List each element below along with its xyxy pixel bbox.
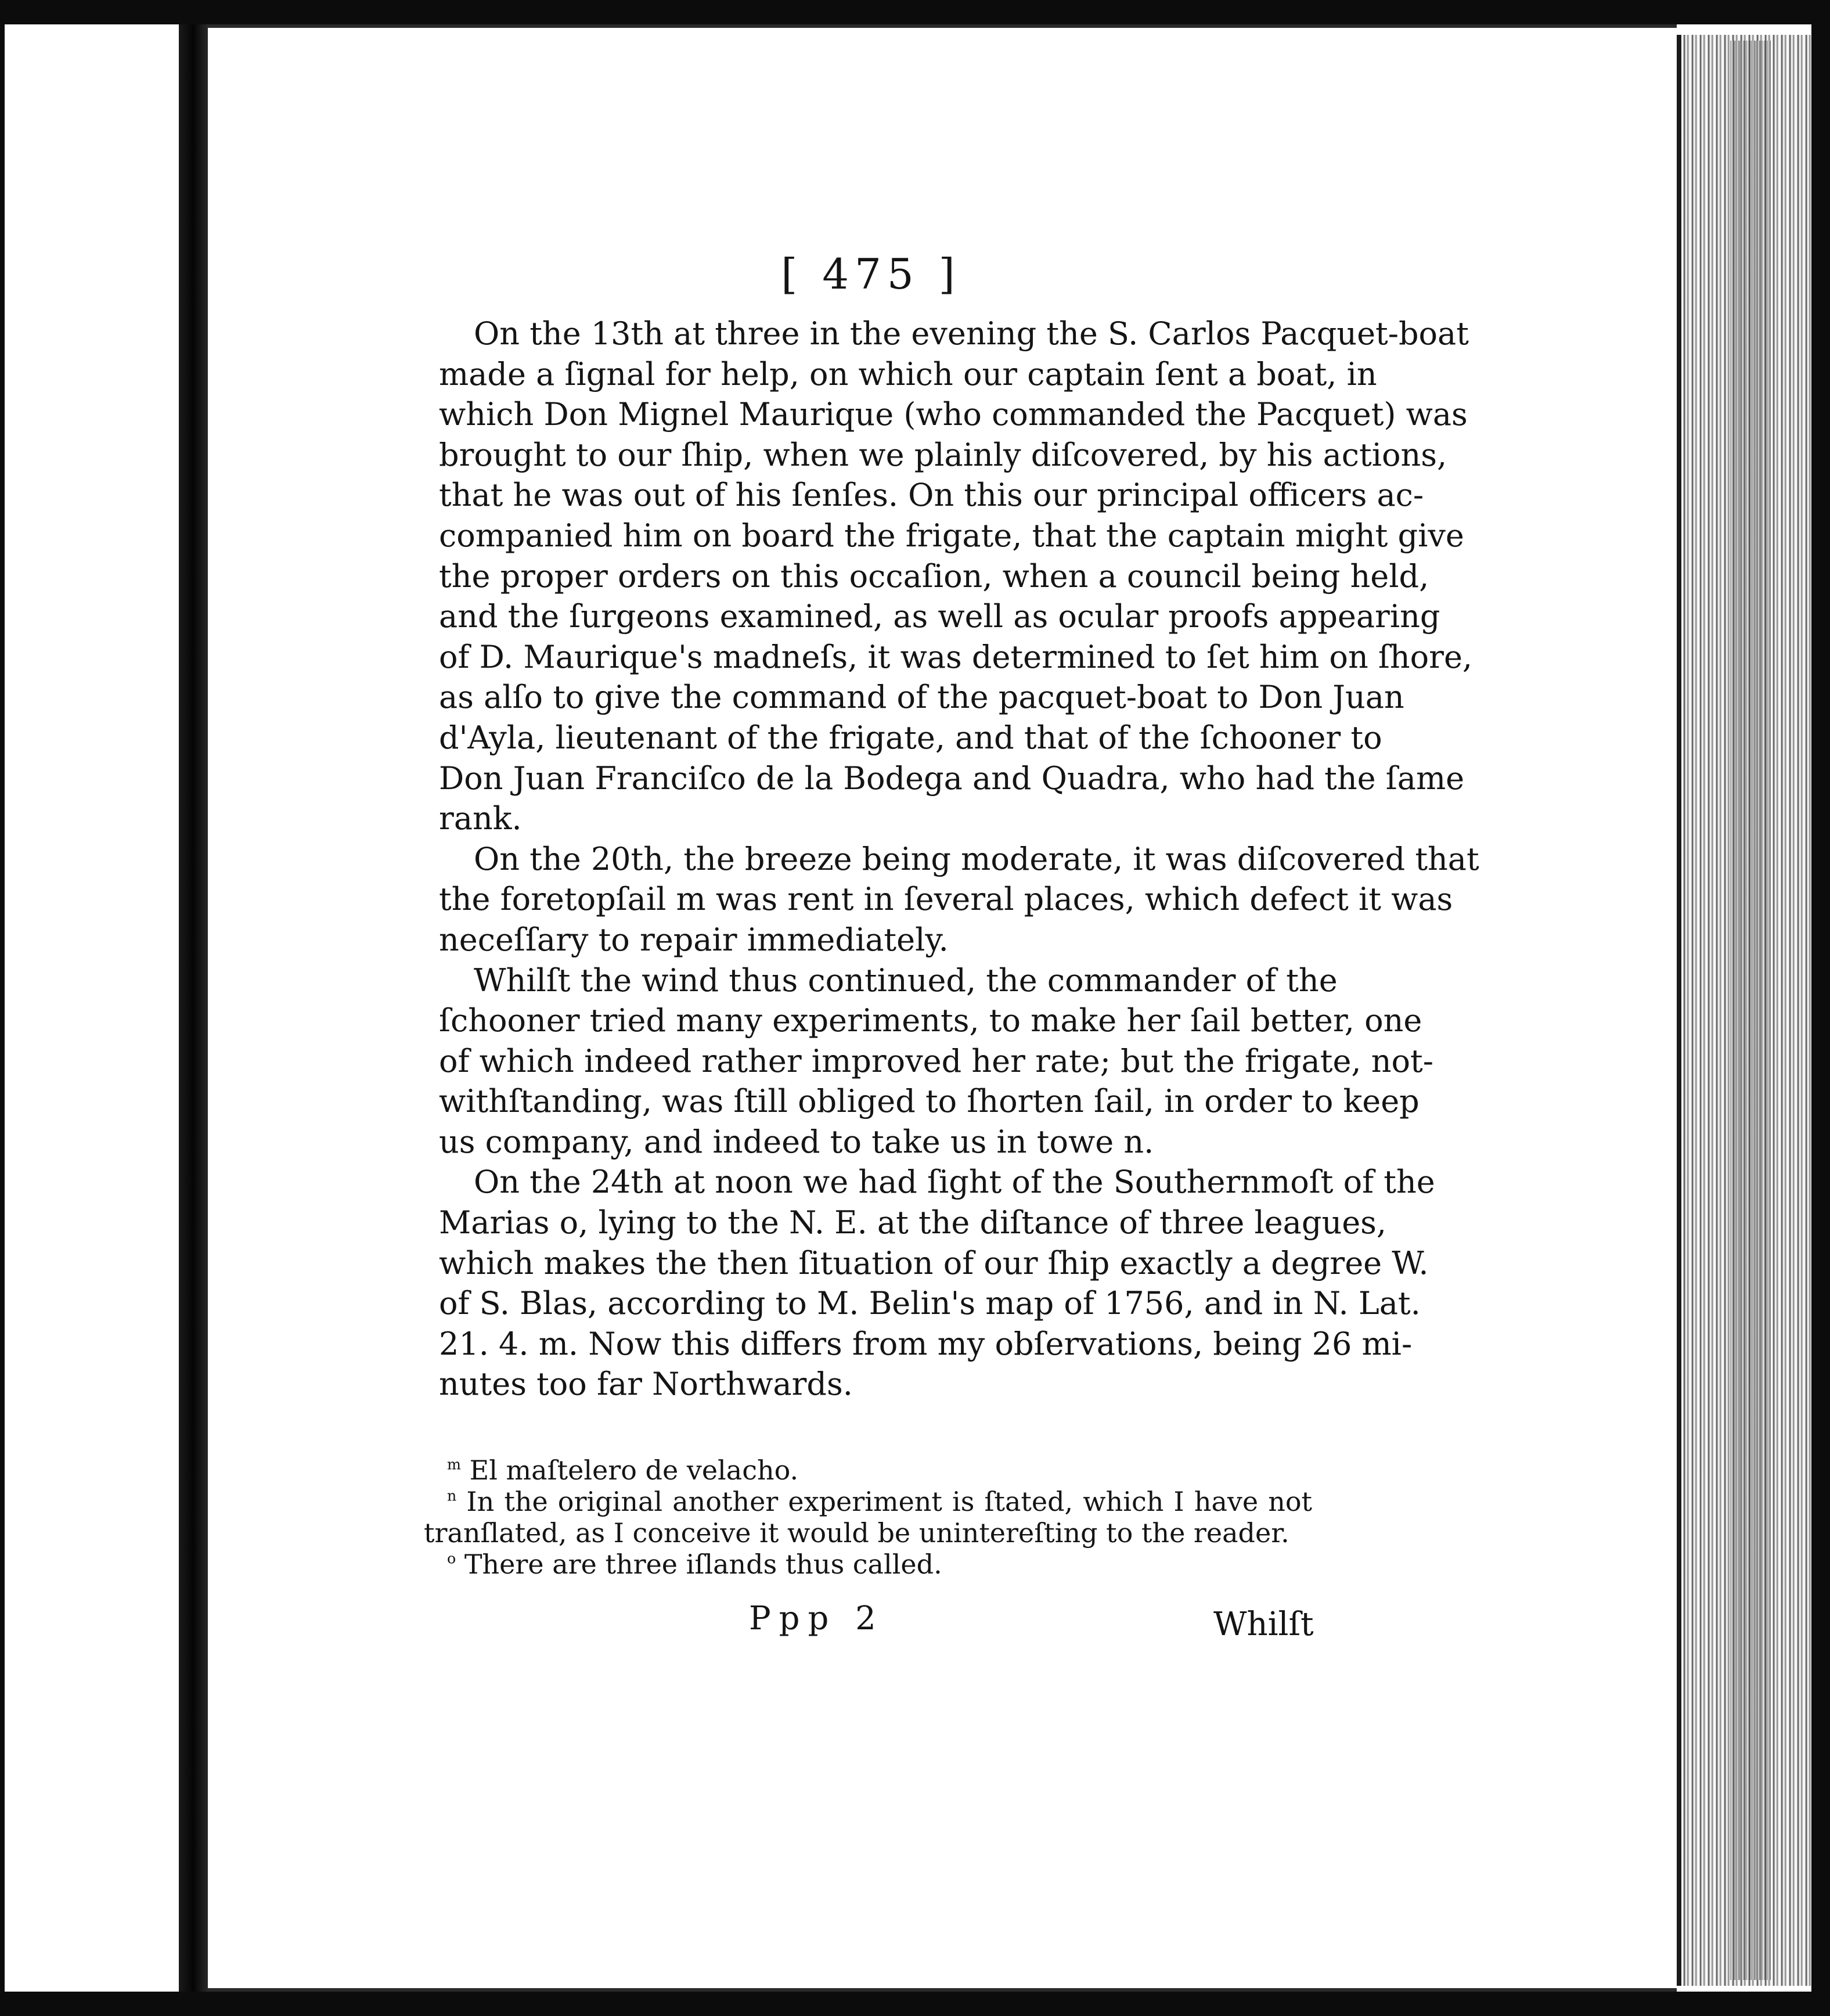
- book-gutter: [179, 24, 208, 1992]
- footnote-marker: o: [447, 1550, 456, 1567]
- page-number: [ 475 ]: [781, 250, 961, 298]
- text-line: d'Ayla, lieutenant of the frigate, and that of the ſchooner to: [439, 719, 1382, 756]
- text-line: that he was out of his ſenſes. On this our principal officers ac-: [439, 477, 1424, 514]
- footnote-line: [424, 1517, 1312, 1549]
- text-line: On the 13th at three in the evening the S. Carlos Pacquet-boat: [474, 315, 1469, 352]
- paragraph: [439, 839, 1479, 960]
- text-line: as alſo to give the command of the pacquet-boat to Don Juan: [439, 679, 1404, 716]
- text-line: companied him on board the frigate, that the captain might give: [439, 517, 1464, 554]
- text-line: the proper orders on this occaſion, when a council being held,: [439, 557, 1429, 595]
- text-line: On the 24th at noon we had ſight of the Southernmoſt of the: [474, 1164, 1435, 1201]
- facing-page-blank: [5, 24, 179, 1992]
- footnote-line: [424, 1549, 1312, 1580]
- text-line: Whilſt the wind thus continued, the commander of the: [474, 962, 1338, 999]
- text-line: the foretopſail m was rent in ſeveral places, which defect it was: [439, 881, 1453, 918]
- scan-border-bottom: [0, 1992, 1830, 2016]
- footnote-marker: m: [447, 1456, 461, 1473]
- footnote: [424, 1549, 1312, 1580]
- text-line: brought to our ſhip, when we plainly diſcovered, by his actions,: [439, 436, 1447, 473]
- footnotes: [424, 1455, 1312, 1580]
- text-line: neceſſary to repair immediately.: [439, 921, 949, 958]
- text-line: rank.: [439, 800, 522, 837]
- footnote-text: In the original another experiment is ſtated, which I have not: [466, 1486, 1313, 1517]
- text-line: nutes too far Northwards.: [439, 1366, 853, 1403]
- text-line: Don Juan Franciſco de la Bodega and Quadra, who had the ſame: [439, 759, 1465, 797]
- text-line: made a ſignal for help, on which our captain ſent a boat, in: [439, 355, 1377, 393]
- footnote: [424, 1455, 1312, 1486]
- footnote-text: El maſtelero de velacho.: [469, 1455, 799, 1486]
- scan-border-top: [0, 0, 1830, 24]
- paragraph: [439, 314, 1473, 839]
- text-line: and the ſurgeons examined, as well as ocular proofs appearing: [439, 598, 1440, 635]
- text-line: of D. Maurique's madneſs, it was determined to ſet him on ſhore,: [439, 638, 1473, 675]
- text-line: withſtanding, was ſtill obliged to ſhorten ſail, in order to keep: [439, 1083, 1420, 1120]
- footnote-text: tranſlated, as I conceive it would be unintereſting to the reader.: [424, 1517, 1289, 1549]
- footnote-line: [424, 1455, 1312, 1486]
- paragraph: [439, 960, 1433, 1162]
- signature-mark: Ppp 2: [749, 1600, 884, 1637]
- text-line: 21. 4. m. Now this differs from my obſervations, being 26 mi-: [439, 1325, 1413, 1362]
- text-line: us company, and indeed to take us in towe n.: [439, 1123, 1154, 1160]
- text-line: of which indeed rather improved her rate; but the frigate, not-: [439, 1042, 1433, 1079]
- page-edges-shading: [1730, 41, 1771, 1980]
- footnote-text: There are three iſlands thus called.: [464, 1549, 942, 1580]
- text-line: which makes the then ſituation of our ſhip exactly a degree W.: [439, 1244, 1429, 1281]
- footnote-marker: n: [447, 1487, 457, 1504]
- text-line: ſchooner tried many experiments, to make her ſail better, one: [439, 1002, 1422, 1039]
- paragraph: [439, 1162, 1435, 1405]
- catchword: Whilſt: [1213, 1605, 1314, 1643]
- text-line: of S. Blas, according to M. Belin's map of 1756, and in N. Lat.: [439, 1285, 1421, 1322]
- body-text: [439, 314, 1479, 1405]
- text-line: On the 20th, the breeze being moderate, it was diſcovered that: [474, 840, 1479, 877]
- scan-border-left: [0, 0, 5, 2016]
- scan-border-right: [1811, 0, 1830, 2016]
- text-line: Marias o, lying to the N. E. at the diſtance of three leagues,: [439, 1204, 1387, 1241]
- footnote-line: [424, 1486, 1312, 1517]
- footnote: [424, 1486, 1312, 1549]
- text-line: which Don Mignel Maurique (who commanded the Pacquet) was: [439, 396, 1468, 433]
